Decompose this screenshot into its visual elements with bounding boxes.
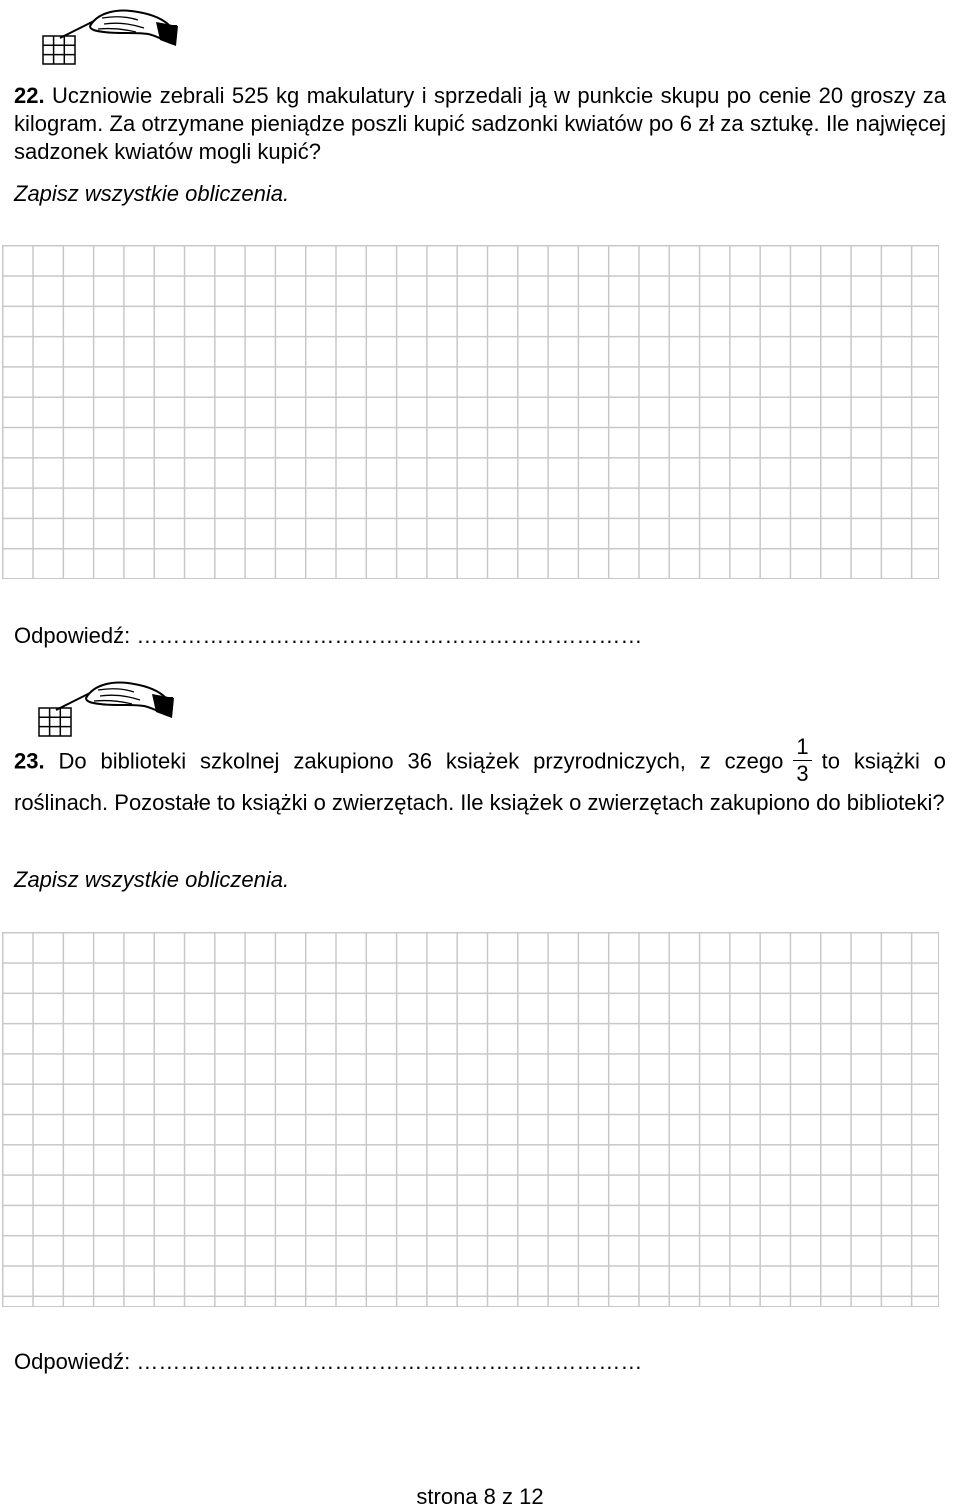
task-23-instruction: Zapisz wszystkie obliczenia. (14, 867, 290, 892)
task-23-body-before: Do biblioteki szkolnej zakupiono 36 książek przyrodniczych, z czego (58, 748, 784, 774)
task-23-answer-dots: …………………………………………………………… (136, 1349, 643, 1374)
task-23-number: 23. (14, 748, 45, 774)
hand-writing-icon (38, 4, 183, 66)
task-22-answer-line[interactable] (14, 622, 642, 650)
task-22-instruction: Zapisz wszystkie obliczenia. (14, 181, 290, 206)
task-23-answer-line[interactable] (14, 1348, 642, 1376)
task-22-body: Uczniowie zebrali 525 kg makulatury i sprzedali ją w punkcie skupu po cenie 20 groszy za kilogram. Za otrzymane pieniądze poszli kupić sadzonki kwiatów po 6 zł za sztukę. Ile najwięcej sadzonek kwiatów mogli kupić? (14, 83, 946, 164)
fraction-denominator: 3 (796, 761, 809, 786)
task-22-answer-label: Odpowiedź: (14, 623, 131, 648)
task-22-calc-grid[interactable] (2, 245, 939, 579)
task-23-text (14, 736, 946, 817)
task-22-text (14, 82, 946, 166)
hand-writing-icon (34, 676, 179, 738)
task-23-answer-label: Odpowiedź: (14, 1349, 131, 1374)
task-23-calc-grid[interactable] (2, 932, 939, 1307)
task-22-answer-dots: …………………………………………………………… (136, 623, 643, 648)
task-23-body-after: to książki o roślinach. Pozostałe to książki o zwierzętach. Ile książek o zwierzętach zakupiono do biblioteki? (14, 748, 946, 815)
fraction-one-third (793, 734, 811, 787)
fraction-numerator: 1 (793, 734, 811, 761)
page-number: strona 8 z 12 (416, 1484, 544, 1509)
task-22-number: 22. (14, 83, 45, 108)
